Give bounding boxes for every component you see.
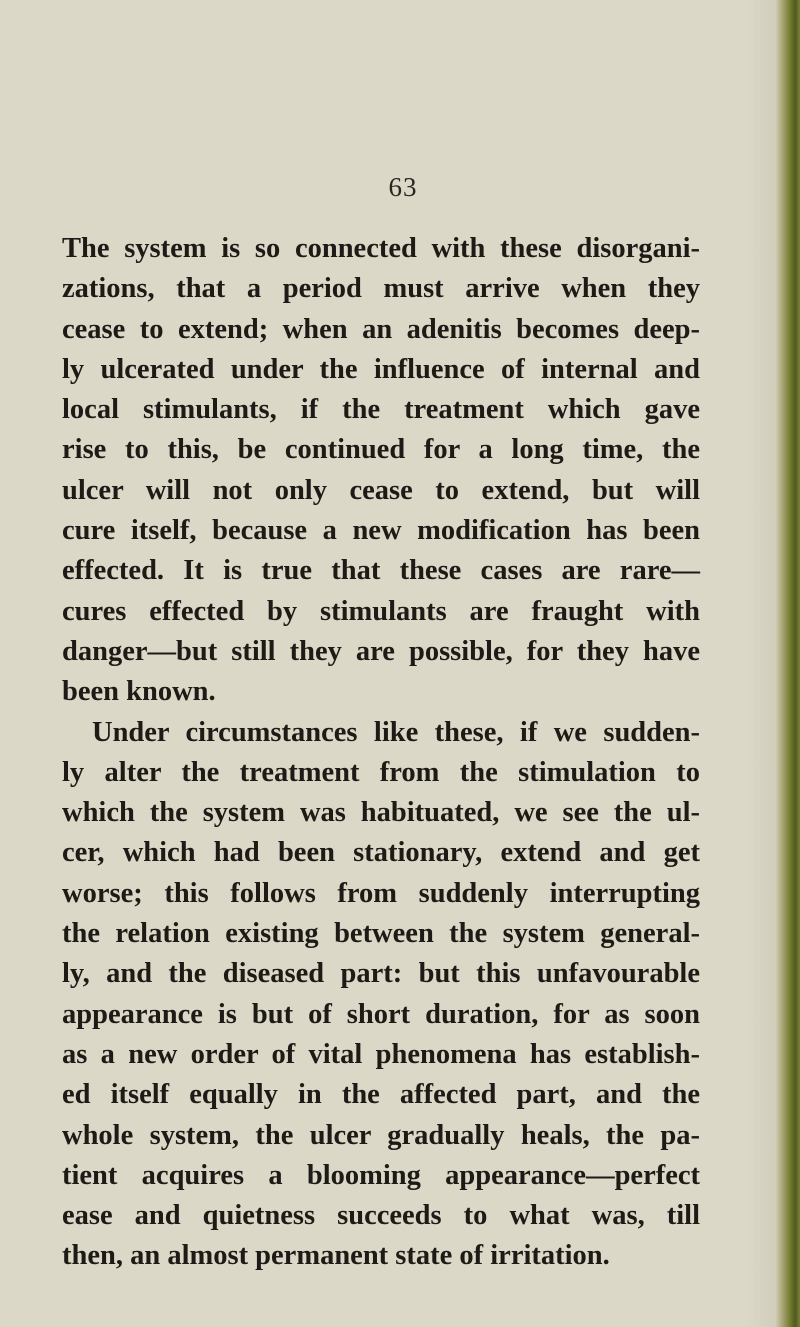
text-line: ease and quietness succeeds to what was, till — [62, 1200, 700, 1232]
text-line: cure itself, because a new modification has been — [62, 515, 700, 547]
text-line: as a new order of vital phenomena has establish- — [62, 1038, 700, 1070]
text-line: The system is so connected with these disorgani- — [62, 233, 700, 264]
text-line: whole system, the ulcer gradually heals, the pa- — [62, 1119, 700, 1151]
text-line: appearance is but of short duration, for as soon — [62, 998, 700, 1030]
text-line: rise to this, be continued for a long time, the — [62, 434, 700, 466]
text-line: ly, and the diseased part: but this unfavourable — [62, 958, 700, 990]
text-line: ed itself equally in the affected part, and the — [62, 1079, 700, 1111]
text-line: Under circumstances like these, if we sudden- — [92, 716, 700, 748]
page-number: 63 — [388, 172, 418, 202]
text-line: been known. — [62, 676, 216, 708]
text-line: then, an almost permanent state of irritation. — [62, 1240, 610, 1272]
body-text — [62, 229, 700, 1277]
text-line: zations, that a period must arrive when they — [62, 273, 700, 305]
text-line: worse; this follows from suddenly interrupting — [62, 877, 700, 909]
text-line: effected. It is true that these cases are rare— — [62, 555, 700, 587]
text-line: cease to extend; when an adenitis becomes deep- — [62, 313, 700, 345]
text-line: which the system was habituated, we see the ul- — [62, 797, 700, 829]
text-line: ulcer will not only cease to extend, but will — [62, 474, 700, 506]
text-line: ly alter the treatment from the stimulation to — [62, 756, 700, 788]
text-line: cures effected by stimulants are fraught with — [62, 595, 700, 627]
text-line: local stimulants, if the treatment which gave — [62, 394, 700, 426]
text-line: ly ulcerated under the influence of internal and — [62, 353, 700, 385]
text-line: cer, which had been stationary, extend and get — [62, 837, 700, 869]
text-line: tient acquires a blooming appearance—perfect — [62, 1159, 700, 1191]
text-line: the relation existing between the system general- — [62, 918, 700, 950]
text-line: danger—but still they are possible, for they have — [62, 635, 700, 667]
